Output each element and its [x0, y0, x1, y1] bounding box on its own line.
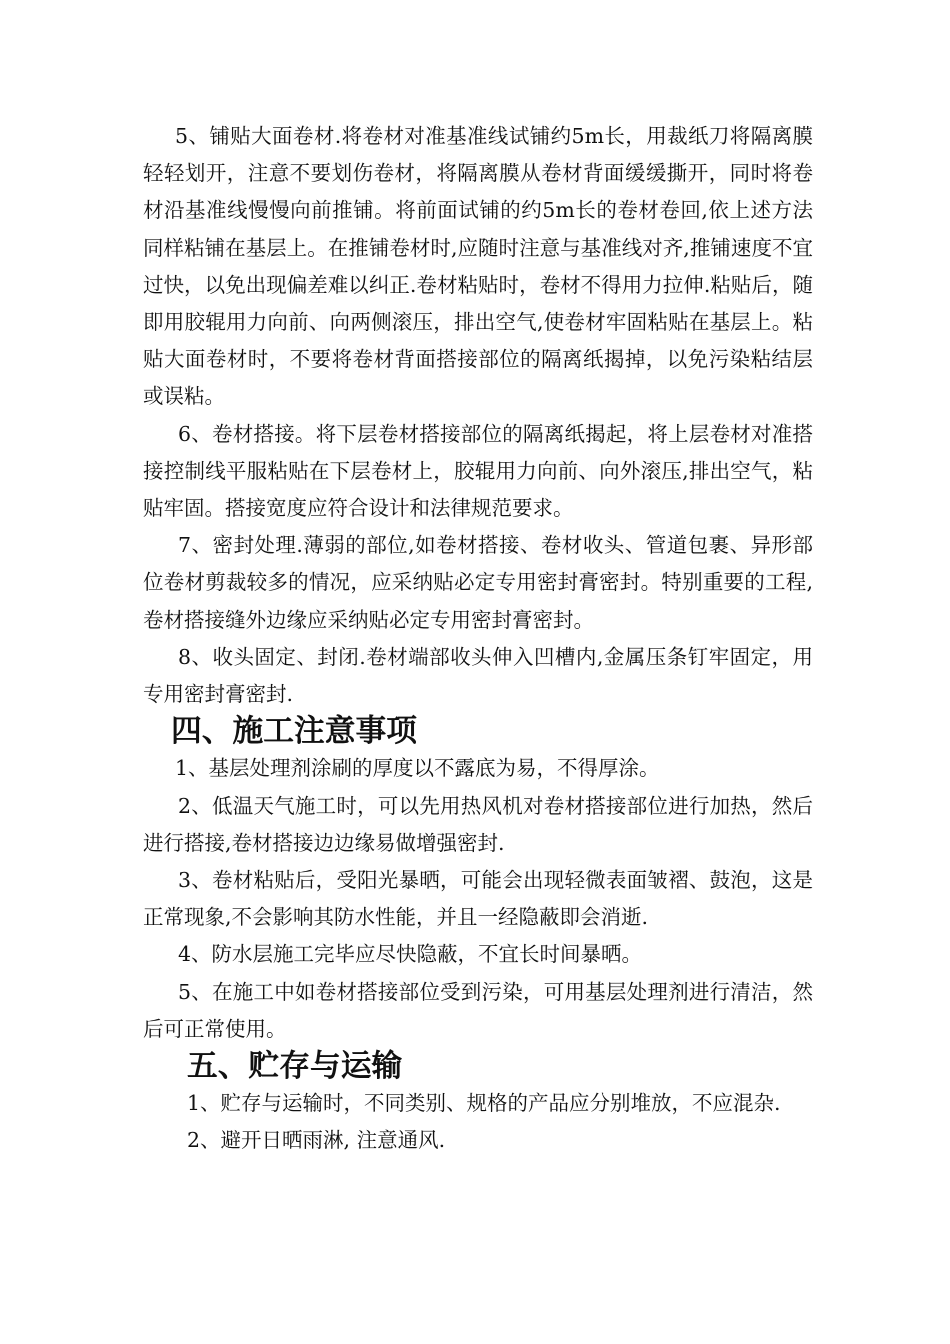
paragraph-step-7-sealing: 7、密封处理.薄弱的部位,如卷材搭接、卷材收头、管道包裹、异形部位卷材剪裁较多的情况，应采纳贴必定专用密封膏密封。特别重要的工程,卷材搭接缝外边缘应采纳贴必定专用密封膏密封。 — [143, 533, 813, 632]
paragraph-precaution-1: 1、基层处理剂涂刷的厚度以不露底为易，不得厚涂。 — [175, 756, 660, 781]
paragraph-step-6-overlap: 6、卷材搭接。将下层卷材搭接部位的隔离纸揭起，将上层卷材对准搭接控制线平服粘贴在下层卷材上，胶辊用力向前、向外滚压,排出空气，粘贴牢固。搭接宽度应符合设计和法律规范要求。 — [143, 421, 813, 521]
document-body — [143, 118, 813, 1160]
paragraph-precaution-4: 4、防水层施工完毕应尽快隐蔽，不宜长时间暴晒。 — [178, 942, 643, 967]
paragraph-precaution-2: 2、低温天气施工时，可以先用热风机对卷材搭接部位进行加热，然后进行搭接,卷材搭接边边缘易做增强密封. — [143, 793, 813, 855]
paragraph-step-8-edge-fixing: 8、收头固定、封闭.卷材端部收头伸入凹槽内,金属压条钉牢固定，用专用密封膏密封. — [143, 644, 813, 707]
paragraph-storage-1: 1、贮存与运输时，不同类别、规格的产品应分别堆放，不应混杂. — [187, 1091, 781, 1116]
section-heading-precautions: 四、施工注意事项 — [171, 713, 418, 750]
paragraph-precaution-5: 5、在施工中如卷材搭接部位受到污染，可用基层处理剂进行清洁，然后可正常使用。 — [143, 979, 813, 1041]
paragraph-storage-2: 2、避开日晒雨淋, 注意通风. — [187, 1128, 446, 1153]
section-heading-storage-transport: 五、贮存与运输 — [187, 1048, 403, 1085]
paragraph-step-5-lay-main-membrane: 5、铺贴大面卷材.将卷材对准基准线试铺约5m长，用裁纸刀将隔离膜轻轻划开，注意不要划伤卷材，将隔离膜从卷材背面缓缓撕开，同时将卷材沿基准线慢慢向前推铺。将前面试铺的约5m长的卷材卷回,依上述方法同样粘铺在基层上。在推铺卷材时,应随时注意与基准线对齐,推铺速度不宜过快，以免出现偏差难以纠正.卷材粘贴时，卷材不得用力拉伸.粘贴后，随即用胶辊用力向前、向两侧滚压，排出空气,使卷材牢固粘贴在基层上。粘贴大面卷材时，不要将卷材背面搭接部位的隔离纸揭掉，以免污染粘结层或误粘。 — [143, 124, 813, 409]
paragraph-precaution-3: 3、卷材粘贴后，受阳光暴晒，可能会出现轻微表面皱褶、鼓泡，这是正常现象,不会影响其防水性能，并且一经隐蔽即会消逝. — [143, 868, 813, 930]
